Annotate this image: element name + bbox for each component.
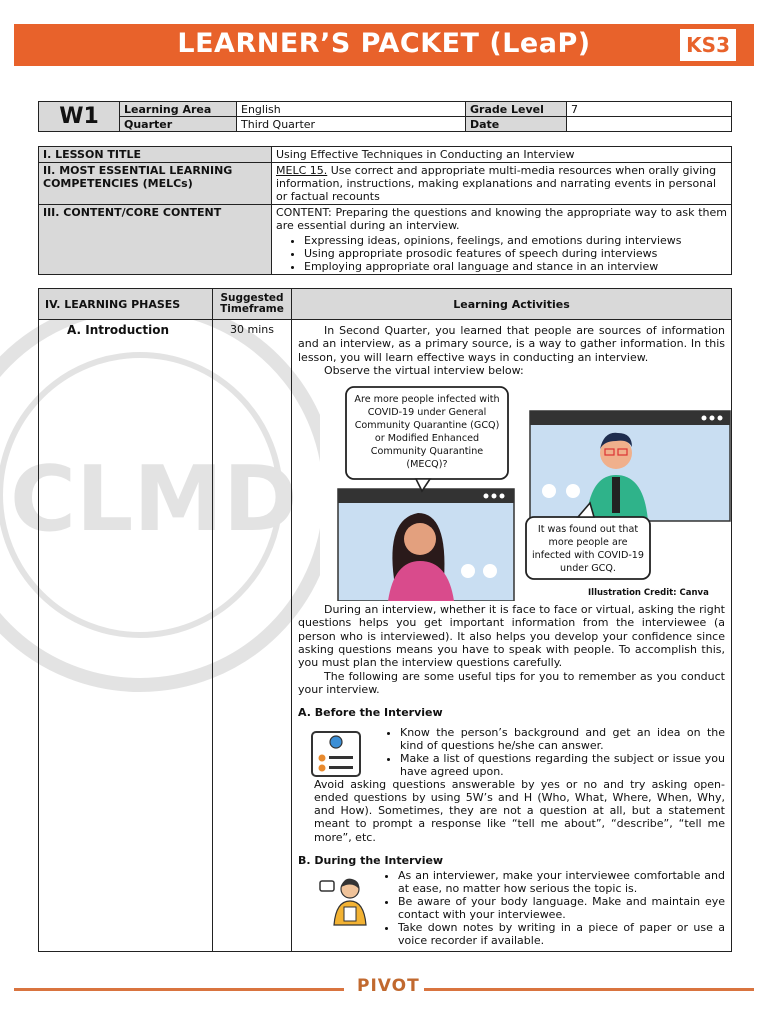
ks-badge: KS3 bbox=[680, 29, 736, 61]
quarter-value: Third Quarter bbox=[237, 117, 466, 132]
learning-area-value: English bbox=[237, 102, 466, 117]
list-item: • Expressing ideas, opinions, feelings, and emotions during interviews bbox=[304, 234, 727, 247]
during-bullets bbox=[382, 869, 725, 947]
activities-cell bbox=[292, 320, 732, 952]
interview-illustration bbox=[298, 379, 725, 601]
list-item: • Make a list of questions regarding the subject or issue you have agreed upon. bbox=[400, 752, 725, 778]
timeframe: 30 mins bbox=[213, 320, 292, 952]
list-item: • As an interviewer, make your interviewee comfortable and at ease, no matter how serious the topic is. bbox=[398, 869, 725, 895]
pivot-logo: PIVOT bbox=[357, 976, 420, 996]
header-banner bbox=[14, 24, 754, 66]
answer-bubble-text: It was found out that more people are infected with COVID-19 under GCQ. bbox=[531, 524, 645, 575]
content-text: CONTENT: Preparing the questions and knowing the appropriate way to ask them are essential during an interview. bbox=[276, 206, 727, 232]
during-interview-heading: B. During the Interview bbox=[298, 854, 444, 868]
phase-label: A. Introduction bbox=[39, 320, 213, 952]
packet-title: LEARNER’S PACKET (LeaP) bbox=[177, 28, 591, 59]
footer-line-left bbox=[14, 988, 344, 991]
list-item: • Take down notes by writing in a piece of paper or use a voice recorder if available. bbox=[398, 921, 725, 947]
intro-paragraph: In Second Quarter, you learned that people are sources of information and an interview, as a primary source, is a way to gather information. In this lesson, you will learn effective ways in conducting an interview. bbox=[298, 324, 725, 364]
date-value bbox=[567, 117, 732, 132]
before-bullets bbox=[384, 726, 725, 778]
phases-table bbox=[38, 288, 732, 952]
melc-text: Use correct and appropriate multi-media resources when orally giving information, instructions, making explanations and narrating events in personal or factual recounts bbox=[276, 164, 717, 203]
interviewer-icon bbox=[318, 873, 374, 927]
col-time-header: Suggested Timeframe bbox=[213, 289, 292, 320]
interview-paragraph: During an interview, whether it is face to face or virtual, asking the right questions helps you get important information from the interviewee (a person who is interviewed). It also helps you develop your confidence since asking questions means you have to speak with people. To accomplish this, you must plan the interview questions carefully. bbox=[298, 603, 725, 670]
observe-text: Observe the virtual interview below: bbox=[324, 363, 524, 377]
col-phase-header: IV. LEARNING PHASES bbox=[39, 289, 213, 320]
grade-level-label: Grade Level bbox=[466, 102, 567, 117]
week-cell: W1 bbox=[39, 102, 120, 132]
lesson-table bbox=[38, 146, 732, 275]
question-bubble-text: Are more people infected with COVID-19 under General Community Quarantine (GCQ) or Modified Enhanced Community Quarantine (MECQ)? bbox=[354, 394, 500, 471]
list-item: • Employing appropriate oral language and stance in an interview bbox=[304, 260, 727, 273]
before-section bbox=[298, 726, 725, 844]
content-label: III. CONTENT/CORE CONTENT bbox=[39, 205, 272, 275]
list-item: • Using appropriate prosodic features of speech during interviews bbox=[304, 247, 727, 260]
during-section bbox=[298, 869, 725, 947]
content-bullets bbox=[276, 234, 727, 273]
grade-level-value: 7 bbox=[567, 102, 732, 117]
content-cell bbox=[272, 205, 732, 275]
melc-label: II. MOST ESSENTIAL LEARNING COMPETENCIES (MELCs) bbox=[39, 163, 272, 205]
illustration-credit: Illustration Credit: Canva bbox=[588, 588, 709, 599]
checklist-icon bbox=[308, 728, 364, 778]
melc-code: MELC 15. bbox=[276, 164, 328, 177]
svg-text:CLMD: CLMD bbox=[10, 447, 298, 552]
list-item: • Be aware of your body language. Make and maintain eye contact with your interviewee. bbox=[398, 895, 725, 921]
quarter-label: Quarter bbox=[120, 117, 237, 132]
before-interview-heading: A. Before the Interview bbox=[298, 706, 443, 720]
lesson-title: Using Effective Techniques in Conducting an Interview bbox=[272, 147, 732, 163]
list-item: • Know the person’s background and get an idea on the kind of questions he/she can answer. bbox=[400, 726, 725, 752]
melc-cell bbox=[272, 163, 732, 205]
lesson-title-label: I. LESSON TITLE bbox=[39, 147, 272, 163]
col-activities-header: Learning Activities bbox=[292, 289, 732, 320]
tips-intro: The following are some useful tips for you to remember as you conduct your interview. bbox=[298, 669, 725, 696]
footer-line-right bbox=[424, 988, 754, 991]
date-label: Date bbox=[466, 117, 567, 132]
before-extra-text: Avoid asking questions answerable by yes or no and try asking open-ended questions by using 5W’s and H (Who, What, Where, When, Why, and How). Sometimes, they are not a question at all, but a statement meant to prompt a response like “tell me about”, “describe”, “tell me more”, etc. bbox=[314, 777, 725, 844]
info-table bbox=[38, 101, 732, 132]
learning-area-label: Learning Area bbox=[120, 102, 237, 117]
